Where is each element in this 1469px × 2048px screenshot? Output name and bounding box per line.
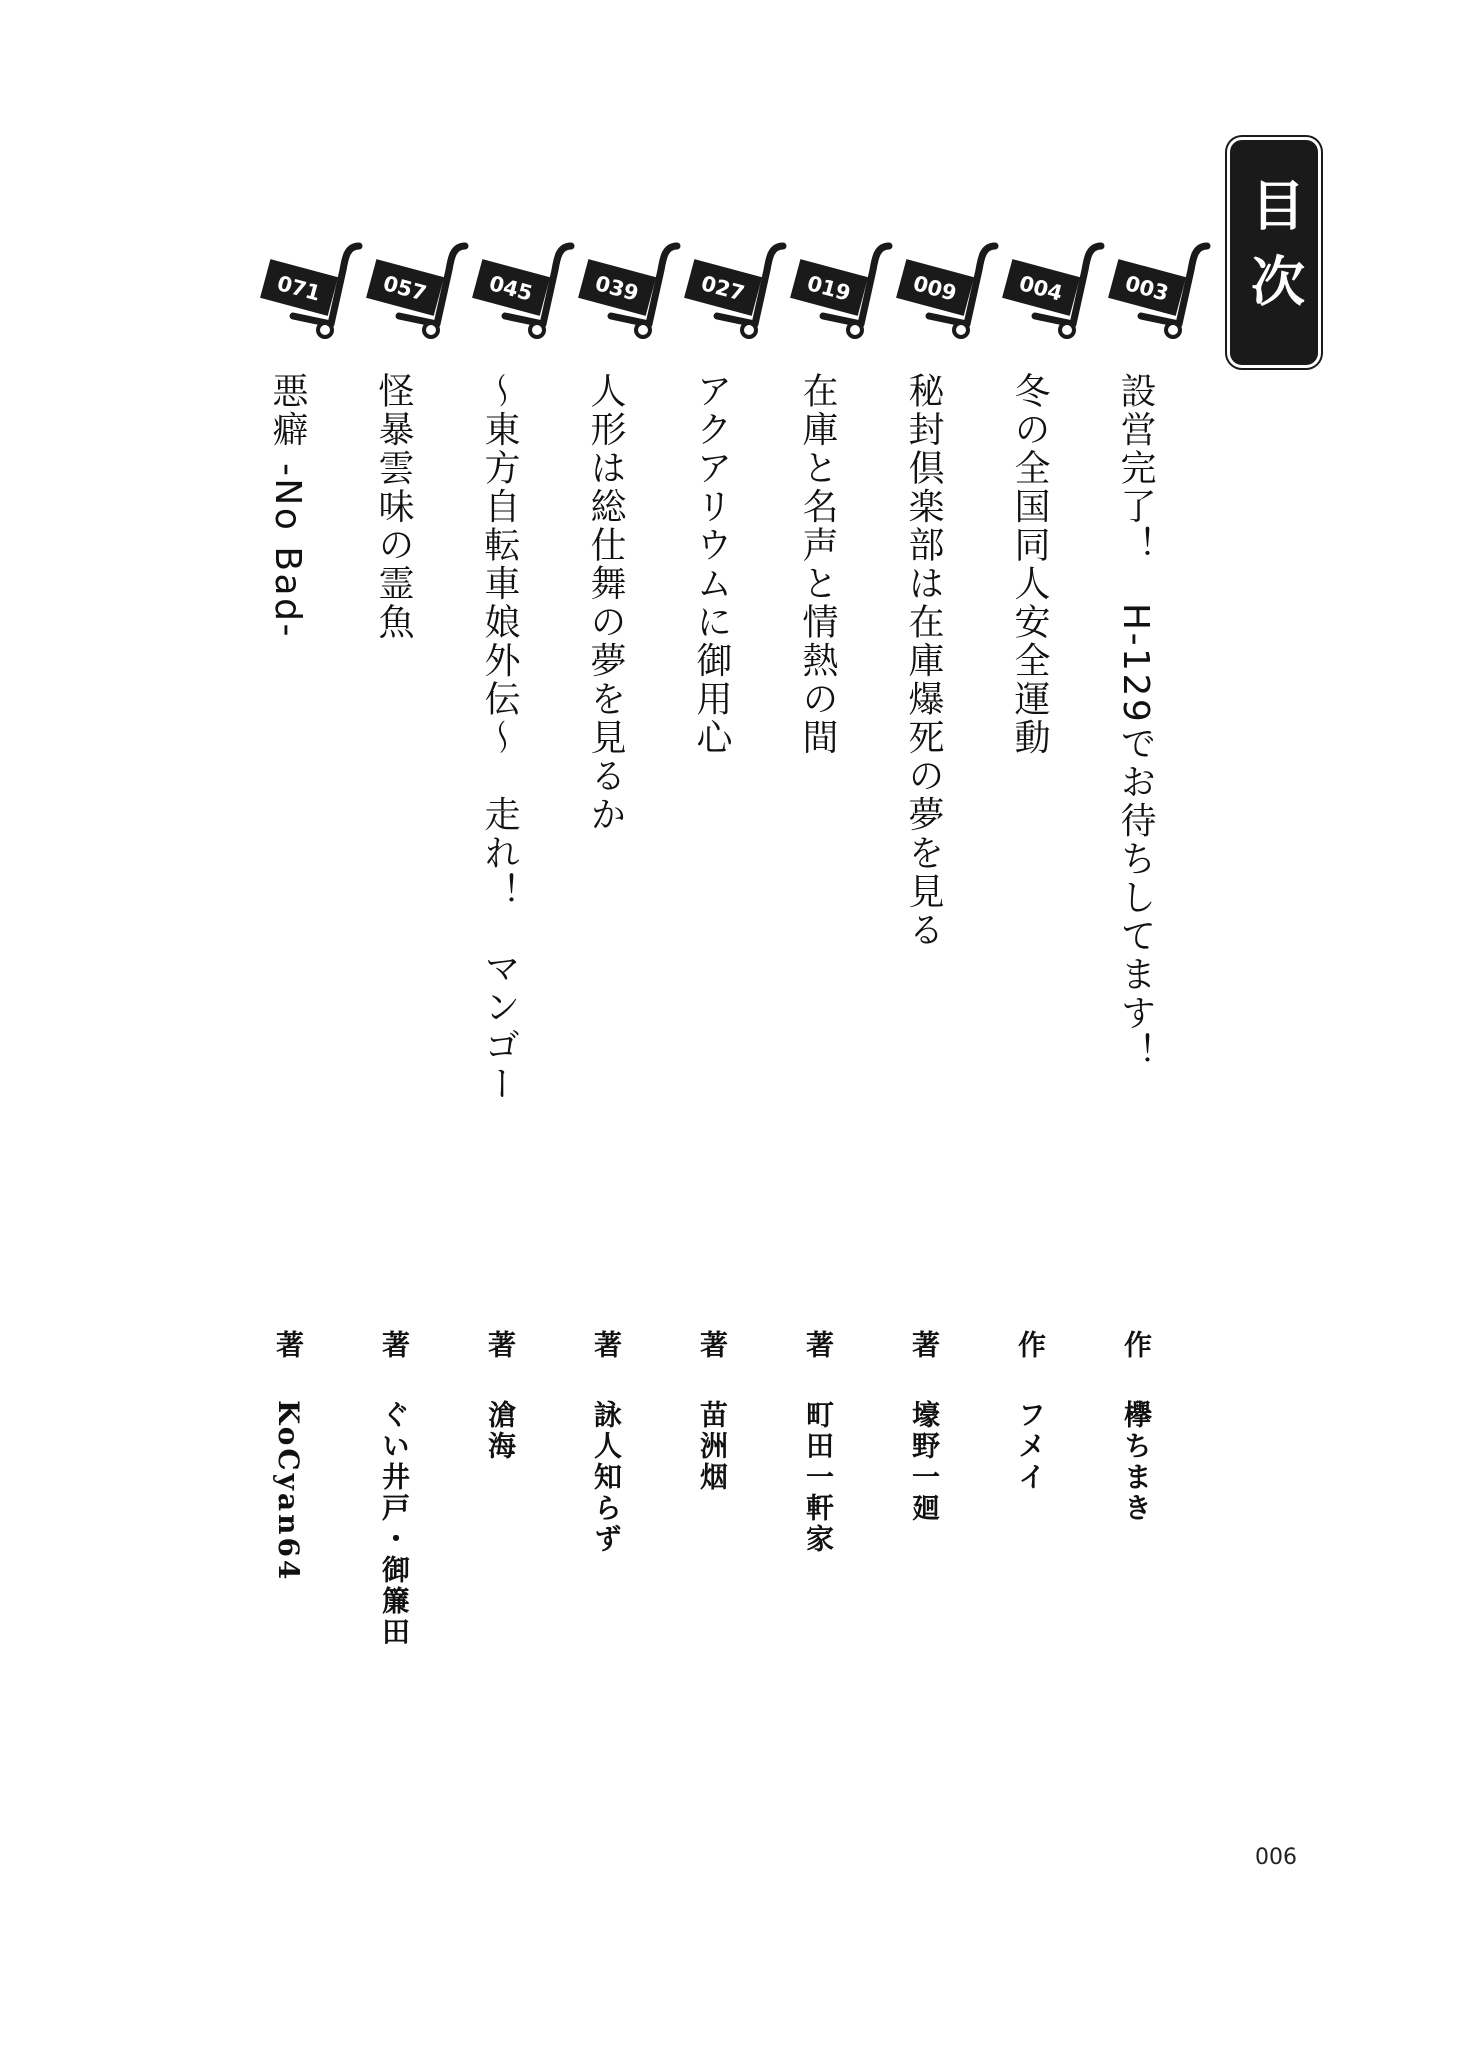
page-cart-icon [895,238,1011,338]
page-ref: 045 [486,271,536,306]
entry-role: 著 [272,1330,305,1358]
page-ref: 039 [592,271,642,306]
page-ref: 003 [1122,271,1172,306]
entry-author: 苗洲烟 [696,1400,729,1493]
toc-heading-box [1230,140,1318,365]
entry-title: 悪癖 -No Bad- [267,372,308,639]
page-ref: 027 [698,271,748,306]
page-cart-icon [471,238,587,338]
entry-role: 著 [696,1330,729,1358]
entry-title: ～東方自転車娘外伝～ 走れ！ マンゴー [479,372,520,1104]
entry-role: 作 [1014,1330,1047,1358]
entry-author: ぐい井戸・御簾田 [378,1400,411,1648]
page-ref: 057 [380,271,430,306]
entry-title: アクアリウムに御用心 [691,372,732,757]
entry-title: 設営完了！ H-129でお待ちしてます！ [1115,372,1156,1071]
page-ref: 071 [274,271,324,306]
page-ref: 009 [910,271,960,306]
entry-author: 滄海 [484,1400,517,1462]
hand-truck-icon [789,238,905,338]
hand-truck-icon [895,238,1011,338]
hand-truck-icon [1001,238,1117,338]
entry-author: KoCyan64 [272,1400,305,1583]
entry-author: 詠人知らず [590,1400,623,1555]
hand-truck-icon [259,238,375,338]
hand-truck-icon [683,238,799,338]
entry-title: 人形は総仕舞の夢を見るか [585,372,626,834]
entry-author: 町田一軒家 [802,1400,835,1555]
page-cart-icon [577,238,693,338]
page-cart-icon [789,238,905,338]
toc-heading: 目次 [1242,176,1306,329]
entry-role: 作 [1120,1330,1153,1358]
entry-title: 在庫と名声と情熱の間 [797,372,838,757]
entry-role: 著 [802,1330,835,1358]
hand-truck-icon [1107,238,1223,338]
page-number: 006 [1255,1845,1297,1870]
page-cart-icon [259,238,375,338]
page-cart-icon [365,238,481,338]
page-cart-icon [683,238,799,338]
page-cart-icon [1107,238,1223,338]
page-ref: 019 [804,271,854,306]
entry-role: 著 [378,1330,411,1358]
hand-truck-icon [365,238,481,338]
page-ref: 004 [1016,271,1066,306]
hand-truck-icon [471,238,587,338]
entry-role: 著 [484,1330,517,1358]
entry-title: 冬の全国同人安全運動 [1009,372,1050,757]
entry-role: 著 [590,1330,623,1358]
entry-role: 著 [908,1330,941,1358]
entry-author: フメイ [1014,1400,1047,1493]
hand-truck-icon [577,238,693,338]
entry-title: 怪暴雲味の霊魚 [373,372,414,642]
entry-title: 秘封倶楽部は在庫爆死の夢を見る [903,372,944,950]
page-cart-icon [1001,238,1117,338]
entry-author: 壕野一廻 [908,1400,941,1524]
entry-author: 欅ちまき [1120,1400,1153,1524]
